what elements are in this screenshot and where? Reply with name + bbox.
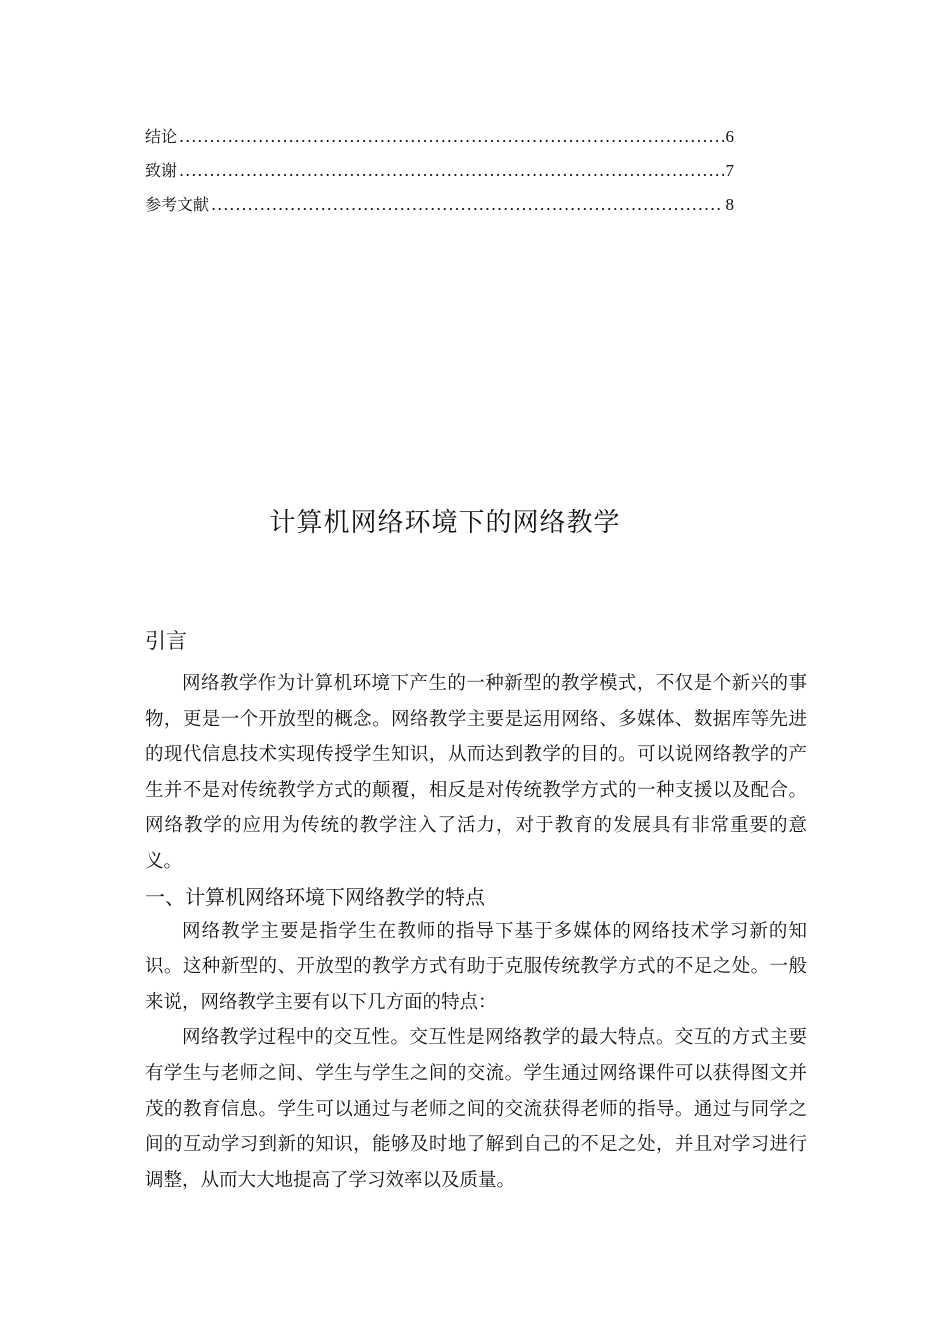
document-title: 计算机网络环境下的网络教学 [269,508,621,538]
toc-entry-page: 8 [725,195,734,214]
toc-entry-conclusion[interactable] [145,125,734,159]
toc-leader-dots [179,159,723,183]
intro-heading: 引言 [145,629,187,653]
toc-entry-label: 结论 [145,127,178,146]
toc-leader-dots [179,125,723,149]
toc-entry-references[interactable] [145,193,734,227]
toc-entry-page: 6 [725,127,734,146]
section-paragraph: 网络教学过程中的交互性。交互性是网络教学的最大特点。交互的方式主要有学生与老师之间、学生与学生之间的交流。学生通过网络课件可以获得图文并茂的教育信息。学生可以通过与老师之间的交流获得老师的指导。通过与同学之间的互动学习到新的知识，能够及时地了解到自己的不足之处，并且对学习进行调整，从而大大地提高了学习效率以及质量。 [145,1027,807,1191]
table-of-contents [145,125,734,227]
document-body [145,622,807,1198]
section-paragraph: 网络教学主要是指学生在教师的指导下基于多媒体的网络技术学习新的知识。这种新型的、开放型的教学方式有助于克服传统教学方式的不足之处。一般来说，网络教学主要有以下几方面的特点： [145,920,807,1013]
toc-entry-acknowledgement[interactable] [145,159,734,193]
toc-entry-label: 参考文献 [145,195,210,214]
section-heading: 一、计算机网络环境下网络教学的特点 [145,884,485,909]
toc-entry-label: 致谢 [145,161,178,180]
intro-paragraph: 网络教学作为计算机环境下产生的一种新型的教学模式，不仅是个新兴的事物，更是一个开放型的概念。网络教学主要是运用网络、多媒体、数据库等先进的现代信息技术实现传授学生知识，从而达到教学的目的。可以说网络教学的产生并不是对传统教学方式的颠覆，相反是对传统教学方式的一种支援以及配合。网络教学的应用为传统的教学注入了活力，对于教育的发展具有非常重要的意义。 [145,673,807,872]
toc-entry-page: 7 [725,161,734,180]
toc-leader-dots [211,193,723,217]
